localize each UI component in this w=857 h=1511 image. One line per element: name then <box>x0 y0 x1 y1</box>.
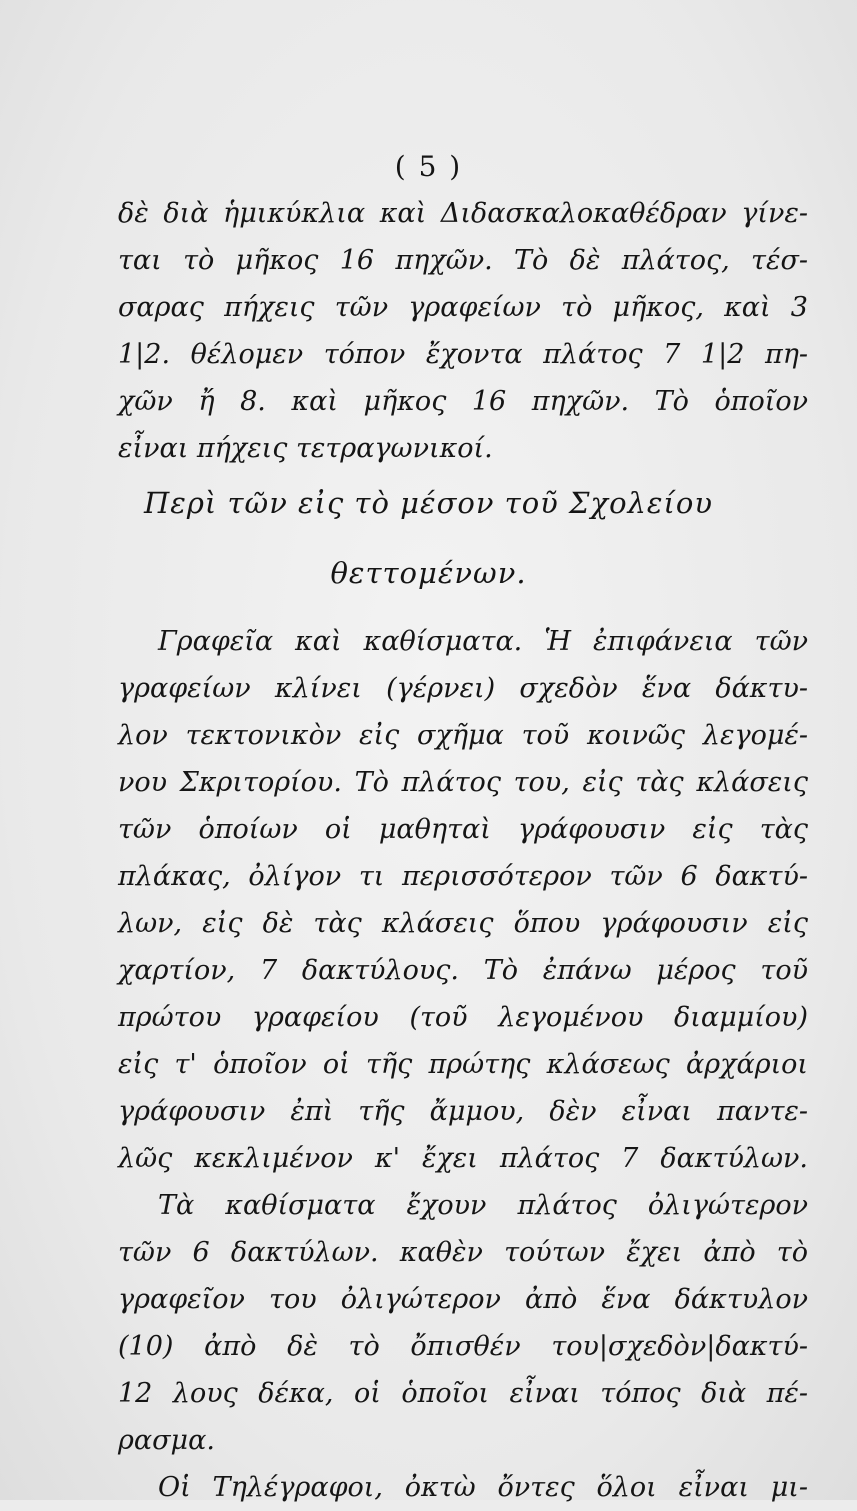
text-line: γραφεῖον του ὀλιγώτερον ἀπὸ ἕνα δάκτυλον <box>118 1284 808 1315</box>
text-line: (10) ἀπὸ δὲ τὸ ὄπισθέν του|σχεδὸν|δακτύ- <box>118 1331 808 1362</box>
text-line: εἶναι πήχεις τετραγωνικοί. <box>118 433 493 464</box>
text-line: λον τεκτονικὸν εἰς σχῆμα τοῦ κοινῶς λεγομέ- <box>118 720 808 751</box>
text-line: εἰς τ' ὁποῖον οἱ τῆς πρώτης κλάσεως ἀρχάριοι <box>118 1049 808 1080</box>
text-line: 12 λους δέκα, οἱ ὁποῖοι εἶναι τόπος διὰ πέ- <box>118 1378 808 1409</box>
text-line: 1|2. θέλομεν τόπον ἔχοντα πλάτος 7 1|2 πη- <box>118 339 808 370</box>
text-line: Τὰ καθίσματα ἔχουν πλάτος ὀλιγώτερον <box>158 1190 808 1221</box>
text-line: ται τὸ μῆκος 16 πηχῶν. Τὸ δὲ πλάτος, τέσ- <box>118 245 808 276</box>
text-line: δὲ διὰ ἡμικύκλια καὶ Διδασκαλοκαθέδραν γίνε- <box>118 198 808 229</box>
text-line: πρώτου γραφείου (τοῦ λεγομένου διαμμίου) <box>118 1002 808 1033</box>
section-heading-line-2: θεττομένων. <box>330 556 527 590</box>
text-line: πλάκας, ὀλίγον τι περισσότερον τῶν 6 δακτύ- <box>118 861 808 892</box>
text-block-1 <box>118 190 808 472</box>
text-line: νου Σκριτορίου. Τὸ πλάτος του, εἰς τὰς κλάσεις <box>118 767 808 798</box>
text-line: γραφείων κλίνει (γέρνει) σχεδὸν ἕνα δάκτυ- <box>118 673 808 704</box>
text-line: λων, εἰς δὲ τὰς κλάσεις ὅπου γράφουσιν εἰς <box>118 908 808 939</box>
text-line: ρασμα. <box>118 1425 215 1456</box>
page-number: ( 5 ) <box>394 150 463 183</box>
text-line: τῶν 6 δακτύλων. καθὲν τούτων ἔχει ἀπὸ τὸ <box>118 1237 808 1268</box>
text-line: Γραφεῖα καὶ καθίσματα. Ἡ ἐπιφάνεια τῶν <box>158 626 808 657</box>
text-line: γράφουσιν ἐπὶ τῆς ἄμμου, δὲν εἶναι παντε- <box>118 1096 808 1127</box>
text-block-2 <box>118 618 808 1511</box>
text-line: λῶς κεκλιμένον κ' ἔχει πλάτος 7 δακτύλων. <box>118 1143 808 1174</box>
text-line: χῶν ἤ 8. καὶ μῆκος 16 πηχῶν. Τὸ ὁποῖον <box>118 386 808 417</box>
section-heading-line-1: Περὶ τῶν εἰς τὸ μέσον τοῦ Σχολείου <box>144 486 713 520</box>
text-line: σαρας πήχεις τῶν γραφείων τὸ μῆκος, καὶ 3 <box>118 292 808 323</box>
text-line: χαρτίον, 7 δακτύλους. Τὸ ἐπάνω μέρος τοῦ <box>118 955 808 986</box>
text-line: τῶν ὁποίων οἱ μαθηταὶ γράφουσιν εἰς τὰς <box>118 814 808 845</box>
text-line: Οἱ Τηλέγραφοι, ὀκτὼ ὄντες ὅλοι εἶναι μι- <box>158 1472 808 1503</box>
